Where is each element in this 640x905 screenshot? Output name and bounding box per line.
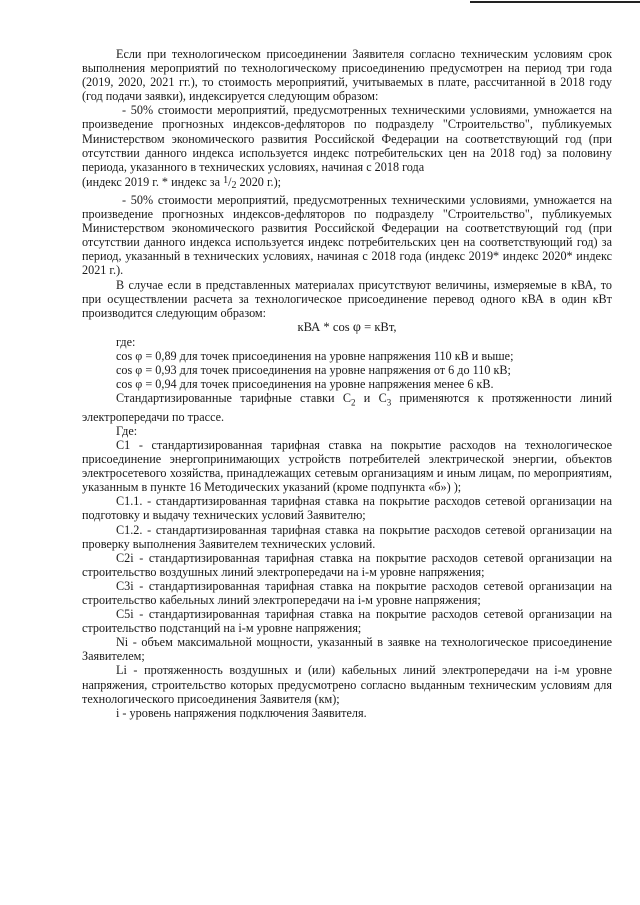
paragraph-tariff-rates (82, 391, 612, 424)
tariff-text-a: Стандартизированные тарифные ставки С (116, 391, 351, 406)
definition-c5i: С5i - стандартизированная тарифная ставка на покрытие расходов сетевой организации на строительство подстанций на i-м уровне напряжения; (82, 607, 612, 636)
cos-line-2 (82, 363, 612, 377)
cos-label: cos (116, 377, 133, 392)
bullet-full-period: - 50% стоимости мероприятий, предусмотренных техническими условиями, умножается на произведение прогнозных индексов-дефляторов по подразделу "Строительство", публикуемых Министерством экономического развития Российской Федерации на соответствующий год (при отсутствии данного индекса используется индекс потребительских цен на соответствующий год) за период, указанный в технических условиях, начиная с 2018 года (индекс 2019* индекс 2020* индекс 2021 г.). (82, 192, 612, 278)
phi-symbol: φ (135, 363, 143, 378)
phi-symbol: φ (135, 377, 143, 392)
definition-c3i: С3i - стандартизированная тарифная ставка на покрытие расходов сетевой организации на строительство кабельных линий электропередачи на i-м уровне напряжения; (82, 578, 612, 607)
definition-c2i: С2i - стандартизированная тарифная ставка на покрытие расходов сетевой организации на строительство воздушных линий электропередачи на i-м уровне напряжения; (82, 550, 612, 579)
cos-line-1 (82, 349, 612, 363)
formula-left: кВА * cos (297, 319, 350, 334)
definition-c1-1: С1.1. - стандартизированная тарифная ставка на покрытие расходов сетевой организации на подготовку и выдачу технических условий Заявителю; (82, 494, 612, 523)
bullet-half-period-formula (82, 174, 612, 193)
cos-value-6-110kv: = 0,93 для точек присоединения на уровне напряжения от 6 до 110 кВ; (145, 363, 511, 378)
paragraph-kva-conversion: В случае если в представленных материалах присутствуют величины, измеряемые в кВА, то при осуществлении расчета за технологическое присоединение перевод одного кВА в один кВт производится следующим образом: (82, 277, 612, 320)
tariff-text-b: и С (363, 391, 387, 406)
conversion-formula (82, 320, 612, 335)
page-top-rule (470, 1, 640, 3)
cos-line-3 (82, 377, 612, 391)
cos-value-110kv: = 0,89 для точек присоединения на уровне напряжения 110 кВ и выше; (145, 348, 514, 363)
fraction-slash: / (228, 174, 232, 189)
phi-symbol: φ (135, 348, 143, 363)
cos-label: cos (116, 348, 133, 363)
cos-label: cos (116, 363, 133, 378)
definition-i: i - уровень напряжения подключения Заявителя. (116, 705, 367, 720)
definition-ni: Ni - объем максимальной мощности, указанный в заявке на технологическое присоединение Заявителем; (82, 635, 612, 664)
where-label-2: Где: (116, 423, 138, 438)
document-body (82, 47, 612, 720)
cos-value-6kv: = 0,94 для точек присоединения на уровне напряжения менее 6 кВ. (145, 377, 494, 392)
half-denominator: 2 (231, 179, 237, 191)
formula-right: = кВт, (364, 319, 397, 334)
paragraph-index-period: Если при технологическом присоединении Заявителя согласно техническим условиям срок выполнения мероприятий по технологическому присоединению предусмотрен на период три года (2019, 2020, 2021 гг.), то стоимость мероприятий, учитываемых в плате, рассчитанной в 2018 году (год подачи заявки), индексируется следующим образом: (82, 47, 612, 104)
bullet-half-period: - 50% стоимости мероприятий, предусмотренных техническими условиями, умножается на произведение прогнозных индексов-дефляторов по подразделу "Строительство", публикуемых Министерством экономического развития Российской Федерации на соответствующий год (при отсутствии данного индекса используется индекс потребительских цен на 2018 год) за половину периода, указанного в технических условиях, начиная с 2018 года (82, 103, 612, 174)
half-numerator: 1 (223, 174, 229, 186)
definition-c1: С1 - стандартизированная тарифная ставка на покрытие расходов на технологическое присоединение энергопринимающих устройств потребителей электрической энергии, объектов электросетевого хозяйства, принадлежащих сетевым организациям и иным лицам, по мероприятиям, указанным в пункте 16 Методических указаний (кроме подпункта «б») ); (82, 437, 612, 495)
definition-c1-2: С1.2. - стандартизированная тарифная ставка на покрытие расходов сетевой организации на проверку выполнения Заявителем технических условий. (82, 522, 612, 551)
formula-end: 2020 г.); (239, 174, 282, 189)
subscript-3: 3 (386, 397, 392, 408)
subscript-2: 2 (350, 397, 356, 408)
tariff-text-c: применяются к протяженности линий электропередачи по трассе. (82, 391, 613, 424)
phi-symbol: φ (352, 319, 361, 335)
formula-start: (индекс 2019 г. * индекс за (82, 174, 221, 189)
where-label: где: (116, 334, 136, 349)
definition-li: Li - протяженность воздушных и (или) кабельных линий электропередачи на i-м уровне напряжения, строительство которых предусмотрено согласно выданным техническим условиям для технологического присоединения Заявителя (км); (82, 663, 612, 706)
